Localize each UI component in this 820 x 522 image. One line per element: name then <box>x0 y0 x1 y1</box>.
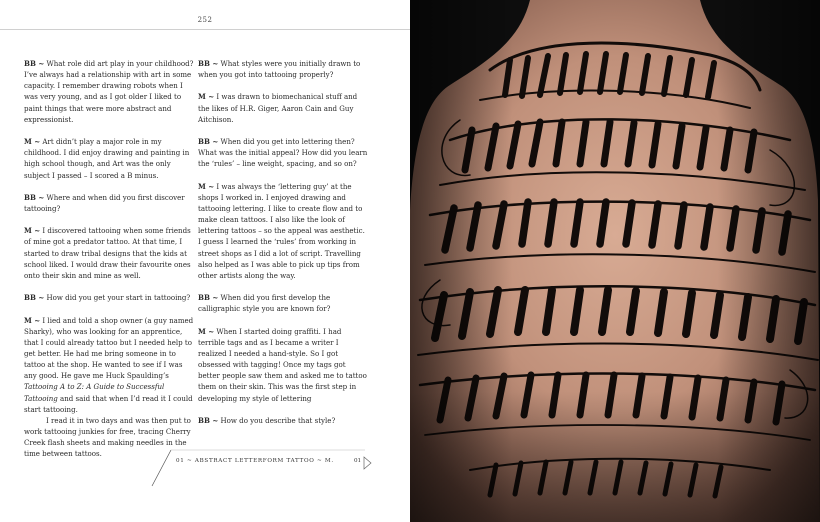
interview-paragraph: M ~ When I started doing graffiti. I had terrible tags and as I became a writer I realized I needed a hand-style. So I got obsessed with tagging! Once my tags got better people saw them and asked me to tattoo them on their skin. This was the first step in developing my style of lettering <box>198 326 367 403</box>
interview-paragraph: BB ~ What styles were you initially drawn to when you got into tattooing properly? <box>198 59 361 80</box>
interview-paragraph: BB ~ What role did art play in your childhood? I’ve always had a relationship with art in some capacity. I remember drawing robots when I was very young, and as I got older I liked to paint things that were more abstract and expressionist. <box>24 59 194 124</box>
footer-chapter-title: 01 ~ ABSTRACT LETTERFORM TATTOO ~ M. <box>176 458 334 464</box>
next-arrow-icon[interactable] <box>364 457 371 469</box>
interview-paragraph: M ~ I discovered tattooing when some friends of mine got a predator tattoo. At that time, I started to draw tribal designs that the kids at school liked. I would draw their favourite ones onto their skin and mine as well. <box>24 226 191 280</box>
book-title: Tattooing A to Z: A Guide to Successful Tattooing <box>24 382 165 403</box>
footer-chapter-number: 01 <box>354 458 362 464</box>
interview-paragraph: M ~ I was always the ‘lettering guy’ at the shops I worked in. I enjoyed drawing and tattooing lettering. I like to create flow and to make clean tattoos. I also like the look of lettering tattoos – so the appeal was aesthetic. I guess I learned the ‘rules’ from working in street shops as I did a lot of script. Travelling also helped as I was able to pick up tips from other artists along the way. <box>198 181 365 280</box>
back-tattoo-photo <box>410 0 820 522</box>
interview-paragraph: M ~ I lied and told a shop owner (a guy named Sharky), who was looking for an apprentice, that I could already tattoo but I needed help to get better. He had me bring someone in to tattoo at the shop. He wanted to see if I was any good. He gave me Huck Spaulding’s Tattooing A to Z: A Guide to Successful Tattooing and said that when I’d read it I could start tattooing. <box>24 315 194 414</box>
interview-paragraph: M ~ I was drawn to biomechanical stuff and the likes of H.R. Giger, Aaron Cain and Guy Aitchison. <box>198 92 358 124</box>
interview-paragraph: BB ~ Where and when did you first discover tattooing? <box>24 192 185 213</box>
right-page-photo <box>410 0 820 522</box>
page-number: 252 <box>197 16 213 24</box>
interview-paragraph: BB ~ When did you first develop the calligraphic style you are known for? <box>198 293 331 314</box>
footer-slash-line <box>152 450 171 486</box>
interview-paragraph: BB ~ How do you describe that style? <box>198 415 336 425</box>
interview-paragraph: BB ~ How did you get your start in tattooing? <box>24 293 191 303</box>
interview-paragraph: M ~ Art didn’t play a major role in my childhood. I did enjoy drawing and painting in high school though, and Art was the only subject I passed – I scored a B minus. <box>24 137 190 180</box>
interview-paragraph: BB ~ When did you get into lettering then? What was the initial appeal? How did you learn the ‘rules’ – line weight, spacing, and so on? <box>198 137 368 169</box>
interview-paragraph: I read it in two days and was then put to work tattooing junkies for free, tracing Cherry Creek flash sheets and making needles in the time between tattoos. <box>24 415 191 459</box>
